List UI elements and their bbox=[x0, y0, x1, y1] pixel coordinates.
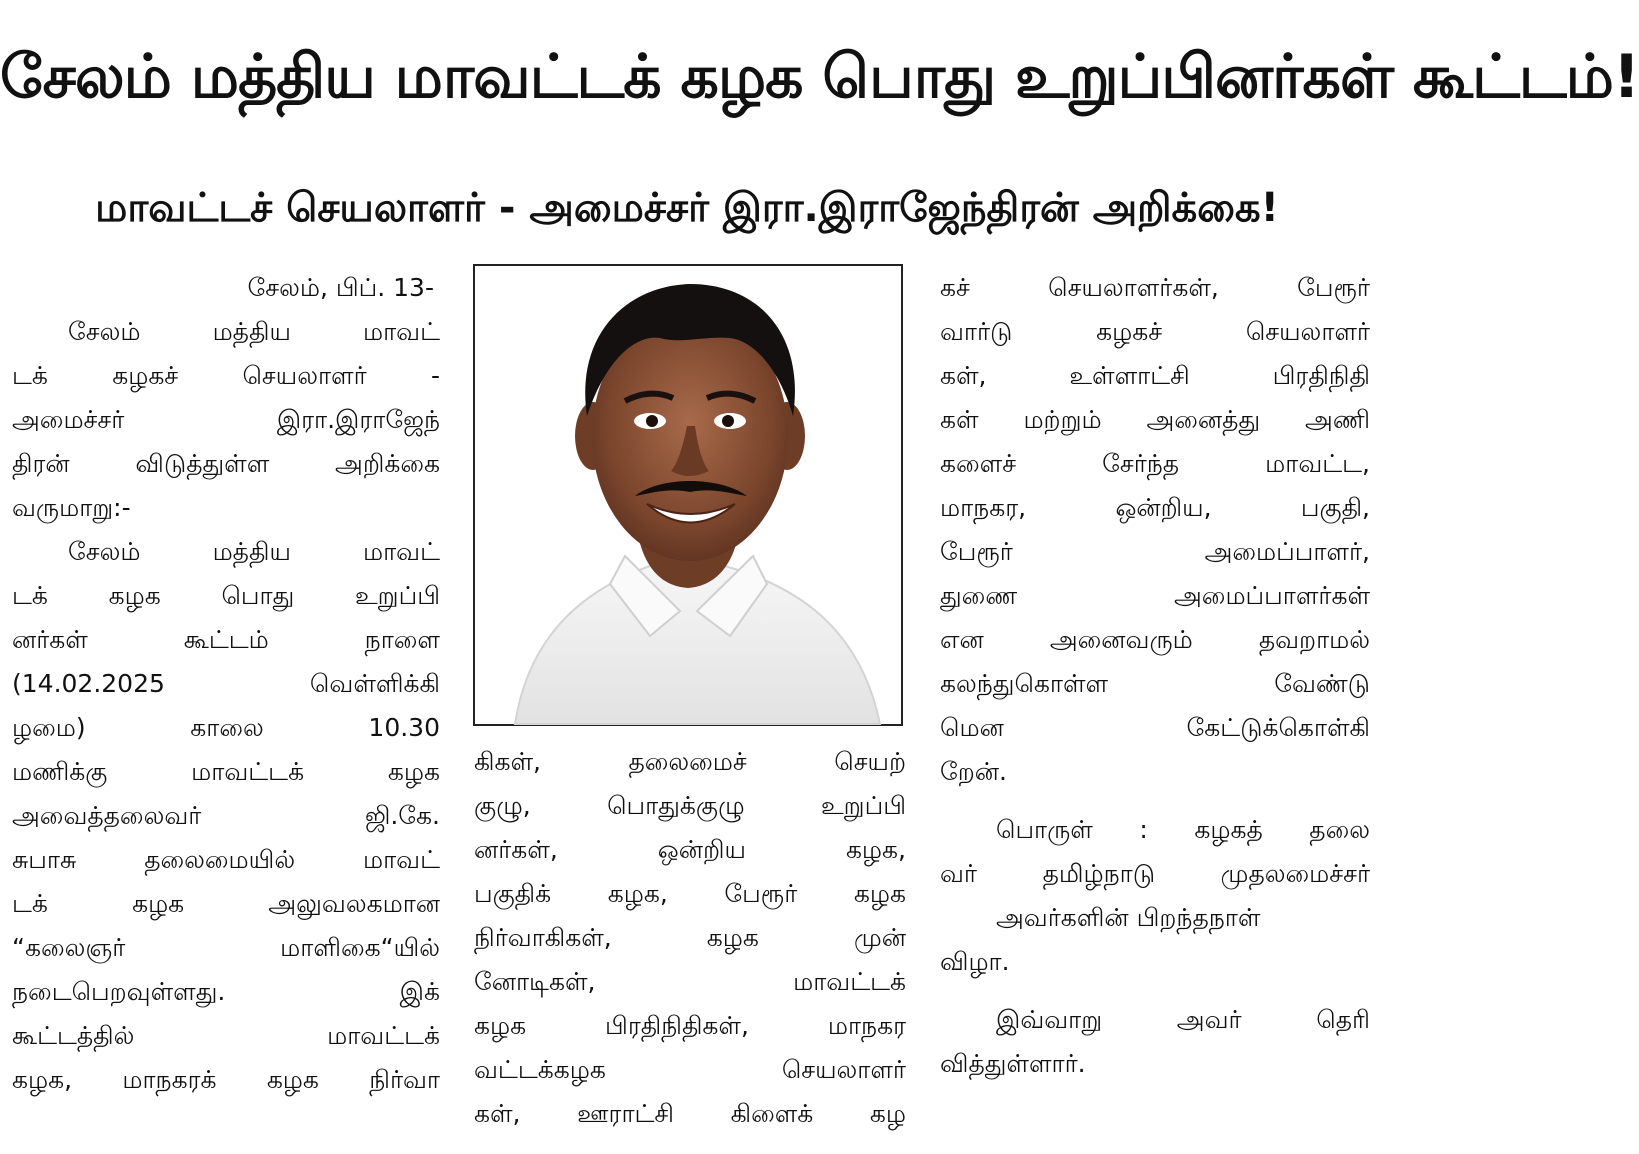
article-line: டக் கழக பொது உறுப்பி bbox=[12, 581, 440, 610]
article-line: கிகள், தலைமைச் செயற் bbox=[474, 747, 906, 776]
article-line: கள் மற்றும் அனைத்து அணி bbox=[940, 405, 1370, 434]
article-line: னர்கள், ஒன்றிய கழக, bbox=[474, 835, 906, 864]
article-line: பேரூர் அமைப்பாளர், bbox=[940, 537, 1370, 566]
portrait-photo bbox=[473, 264, 903, 726]
article-line: சுபாசு தலைமையில் மாவட் bbox=[12, 845, 440, 874]
article-line: வட்டக்கழக செயலாளர் bbox=[474, 1055, 906, 1084]
article-line: கள், உள்ளாட்சி பிரதிநிதி bbox=[940, 361, 1370, 390]
subheadline: மாவட்டச் செயலாளர் - அமைச்சர் இரா.இராஜேந்திரன் அறிக்கை! bbox=[95, 185, 1279, 231]
article-line: சேலம் மத்திய மாவட் bbox=[68, 537, 440, 566]
article-line: கலந்துகொள்ள வேண்டு bbox=[940, 669, 1370, 698]
article-line: பகுதிக் கழக, பேரூர் கழக bbox=[474, 879, 906, 908]
article-line: அவைத்தலைவர் ஜி.கே. bbox=[12, 801, 440, 830]
topic-line: பொருள் : கழகத் தலை bbox=[996, 815, 1370, 844]
article-line: (14.02.2025 வெள்ளிக்கி bbox=[12, 669, 440, 698]
article-line: னர்கள் கூட்டம் நாளை bbox=[12, 625, 440, 654]
article-line: னோடிகள், மாவட்டக் bbox=[474, 967, 906, 996]
closing-line: இவ்வாறு அவர் தெரி bbox=[996, 1005, 1370, 1034]
dateline: சேலம், பிப். 13- bbox=[247, 273, 434, 302]
article-line: திரன் விடுத்துள்ள அறிக்கை bbox=[12, 449, 440, 478]
article-line: வருமாறு:- bbox=[12, 493, 131, 522]
article-line: றேன். bbox=[940, 757, 1007, 786]
topic-line: வர் தமிழ்நாடு முதலமைச்சர் bbox=[940, 859, 1370, 888]
article-line: நிர்வாகிகள், கழக முன் bbox=[474, 923, 906, 952]
article-line: டக் கழகச் செயலாளர் - bbox=[12, 361, 440, 390]
article-line: கழக, மாநகரக் கழக நிர்வா bbox=[12, 1065, 440, 1094]
article-line: துணை அமைப்பாளர்கள் bbox=[940, 581, 1370, 610]
article-line: அமைச்சர் இரா.இராஜேந் bbox=[12, 405, 440, 434]
headline: சேலம் மத்திய மாவட்டக் கழக பொது உறுப்பினர்கள் கூட்டம்! bbox=[0, 42, 1639, 112]
article-line: கழக பிரதிநிதிகள், மாநகர bbox=[474, 1011, 906, 1040]
topic-line: விழா. bbox=[940, 947, 1010, 976]
article-line: கச் செயலாளர்கள், பேரூர் bbox=[940, 273, 1370, 302]
article-line: சேலம் மத்திய மாவட் bbox=[68, 317, 440, 346]
article-line: குழு, பொதுக்குழு உறுப்பி bbox=[474, 791, 906, 820]
article-column-2 bbox=[474, 740, 906, 1136]
closing-line: வித்துள்ளார். bbox=[940, 1049, 1086, 1078]
article-line: மென கேட்டுக்கொள்கி bbox=[940, 713, 1370, 742]
article-line: டக் கழக அலுவலகமான bbox=[12, 889, 440, 918]
article-line: வார்டு கழகச் செயலாளர் bbox=[940, 317, 1370, 346]
article-line: கூட்டத்தில் மாவட்டக் bbox=[12, 1021, 440, 1050]
portrait-photo-icon bbox=[475, 266, 901, 724]
article-column-1 bbox=[12, 266, 440, 1102]
article-line: களைச் சேர்ந்த மாவட்ட, bbox=[940, 449, 1370, 478]
article-line: கள், ஊராட்சி கிளைக் கழ bbox=[474, 1099, 906, 1128]
article-line: என அனைவரும் தவறாமல் bbox=[940, 625, 1370, 654]
article-line: மணிக்கு மாவட்டக் கழக bbox=[12, 757, 440, 786]
article-line: ழமை) காலை 10.30 bbox=[12, 713, 440, 742]
article-line: மாநகர, ஒன்றிய, பகுதி, bbox=[940, 493, 1370, 522]
article-line: “கலைஞர் மாளிகை“யில் bbox=[12, 933, 440, 962]
article-column-3 bbox=[940, 266, 1370, 1086]
topic-line: அவர்களின் பிறந்தநாள் bbox=[996, 903, 1261, 932]
article-line: நடைபெறவுள்ளது. இக் bbox=[12, 977, 440, 1006]
